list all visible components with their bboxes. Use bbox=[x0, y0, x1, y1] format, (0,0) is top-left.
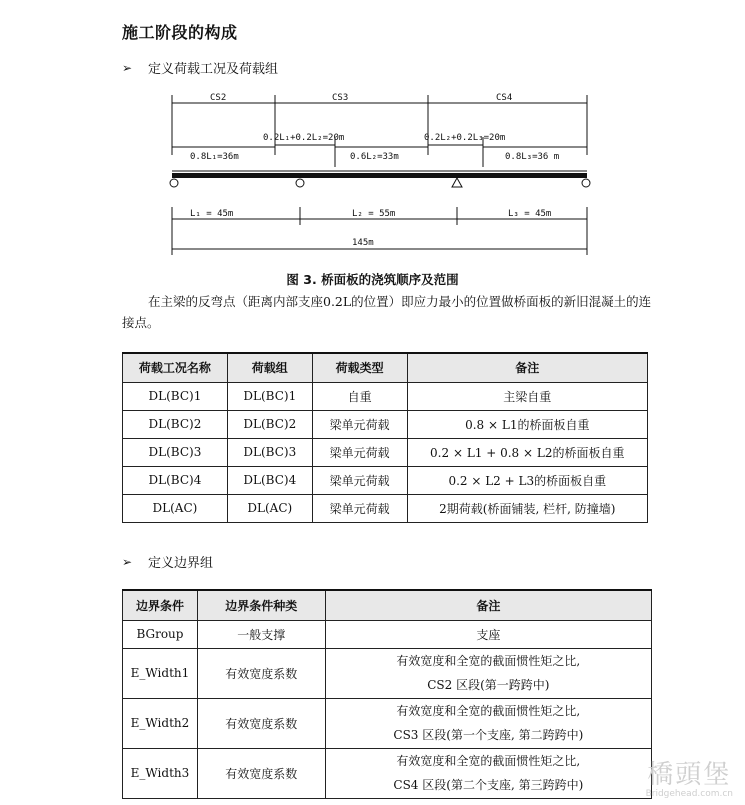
boundary-table bbox=[122, 589, 652, 799]
table-header-cell: 备注 bbox=[407, 353, 647, 382]
table-header-cell: 边界条件种类 bbox=[197, 590, 325, 620]
mid-label-1: 0.2L₁+0.2L₂=20m bbox=[263, 133, 345, 143]
table-cell: DL(BC)4 bbox=[123, 466, 228, 494]
bullet-load-cases bbox=[122, 58, 278, 77]
table-cell: DL(BC)3 bbox=[227, 438, 312, 466]
span-label-3: L₃ = 45m bbox=[508, 209, 552, 219]
table-cell: 有效宽度系数 bbox=[197, 698, 325, 748]
watermark-url: Bridgehead.com.cn bbox=[645, 789, 733, 799]
table-cell: 梁单元荷载 bbox=[312, 466, 407, 494]
table-row bbox=[123, 410, 648, 438]
table-cell: 一般支撑 bbox=[197, 620, 325, 648]
arrow-bullet-icon: ➢ bbox=[122, 60, 133, 75]
table-row bbox=[123, 698, 652, 748]
table-header-cell: 边界条件 bbox=[123, 590, 198, 620]
table-cell: E_Width1 bbox=[123, 648, 198, 698]
note-line: CS2 区段(第一跨跨中) bbox=[427, 678, 550, 692]
table-cell: DL(BC)1 bbox=[123, 382, 228, 410]
pour-label-3: 0.8L₃=36 m bbox=[505, 152, 560, 162]
table-row bbox=[123, 494, 648, 522]
table-cell: 0.2 × L1 + 0.8 × L2的桥面板自重 bbox=[407, 438, 647, 466]
table-header-cell: 荷载工况名称 bbox=[123, 353, 228, 382]
table-row bbox=[123, 438, 648, 466]
table-cell: DL(BC)2 bbox=[123, 410, 228, 438]
table-cell: 0.2 × L2 + L3的桥面板自重 bbox=[407, 466, 647, 494]
table-cell: E_Width2 bbox=[123, 698, 198, 748]
table-cell: DL(AC) bbox=[227, 494, 312, 522]
table-header-row bbox=[123, 353, 648, 382]
table-cell: 支座 bbox=[325, 620, 651, 648]
table-row bbox=[123, 620, 652, 648]
table-cell: DL(BC)3 bbox=[123, 438, 228, 466]
pour-label-1: 0.8L₁=36m bbox=[190, 152, 239, 162]
table-header-cell: 荷载类型 bbox=[312, 353, 407, 382]
table-header-cell: 备注 bbox=[325, 590, 651, 620]
table-cell: 梁单元荷载 bbox=[312, 494, 407, 522]
roller-support-icon bbox=[170, 179, 178, 187]
table-cell: DL(BC)4 bbox=[227, 466, 312, 494]
note-line: 有效宽度和全宽的截面惯性矩之比, bbox=[396, 654, 581, 668]
table-cell: 0.8 × L1的桥面板自重 bbox=[407, 410, 647, 438]
roller-support-icon bbox=[582, 179, 590, 187]
stage-label-cs4: CS4 bbox=[496, 93, 513, 103]
table-cell bbox=[325, 648, 651, 698]
table-cell: DL(BC)1 bbox=[227, 382, 312, 410]
body-paragraph: 在主梁的反弯点（距离内部支座0.2L的位置）即应力最小的位置做桥面板的新旧混凝土的连接点。 bbox=[122, 294, 652, 330]
figure-caption: 图 3. 桥面板的浇筑顺序及范围 bbox=[286, 272, 459, 287]
bullet-boundary-groups bbox=[122, 552, 213, 571]
pour-label-2: 0.6L₂=33m bbox=[350, 152, 399, 162]
table-cell: E_Width3 bbox=[123, 748, 198, 798]
stage-label-cs2: CS2 bbox=[210, 93, 227, 103]
girder-beam bbox=[172, 173, 587, 178]
table-row bbox=[123, 466, 648, 494]
roller-support-icon bbox=[296, 179, 304, 187]
watermark-title: 橋頭堡 bbox=[647, 760, 732, 790]
note-line: 有效宽度和全宽的截面惯性矩之比, bbox=[396, 754, 581, 768]
table-cell: 自重 bbox=[312, 382, 407, 410]
note-line: 有效宽度和全宽的截面惯性矩之比, bbox=[396, 704, 581, 718]
table-cell: 有效宽度系数 bbox=[197, 648, 325, 698]
table-header-cell: 荷载组 bbox=[227, 353, 312, 382]
total-length-label: 145m bbox=[352, 238, 374, 248]
span-label-2: L₂ = 55m bbox=[352, 209, 396, 219]
table-cell: DL(BC)2 bbox=[227, 410, 312, 438]
stage-label-cs3: CS3 bbox=[332, 93, 349, 103]
note-line: CS3 区段(第一个支座, 第二跨跨中) bbox=[393, 728, 584, 742]
arrow-bullet-icon: ➢ bbox=[122, 554, 133, 569]
table-row bbox=[123, 382, 648, 410]
table-row bbox=[123, 648, 652, 698]
mid-label-2: 0.2L₂+0.2L₃=20m bbox=[424, 133, 506, 143]
table-cell bbox=[325, 698, 651, 748]
table-cell: 2期荷载(桥面铺装, 栏杆, 防撞墙) bbox=[407, 494, 647, 522]
table-row bbox=[123, 748, 652, 798]
table-cell: 有效宽度系数 bbox=[197, 748, 325, 798]
table-cell: BGroup bbox=[123, 620, 198, 648]
watermark-logo bbox=[646, 761, 733, 799]
bridge-diagram bbox=[160, 85, 600, 265]
bullet-label: 定义荷载工况及荷载组 bbox=[148, 62, 279, 77]
bullet-label: 定义边界组 bbox=[148, 556, 214, 571]
table-cell: DL(AC) bbox=[123, 494, 228, 522]
pin-support-icon bbox=[452, 178, 462, 187]
table-header-row bbox=[123, 590, 652, 620]
section-title: 施工阶段的构成 bbox=[122, 23, 238, 42]
table-cell: 梁单元荷载 bbox=[312, 410, 407, 438]
note-line: CS4 区段(第二个支座, 第三跨跨中) bbox=[393, 778, 584, 792]
table-cell: 梁单元荷载 bbox=[312, 438, 407, 466]
load-case-table bbox=[122, 352, 648, 523]
span-label-1: L₁ = 45m bbox=[190, 209, 234, 219]
table-cell bbox=[325, 748, 651, 798]
table-cell: 主梁自重 bbox=[407, 382, 647, 410]
